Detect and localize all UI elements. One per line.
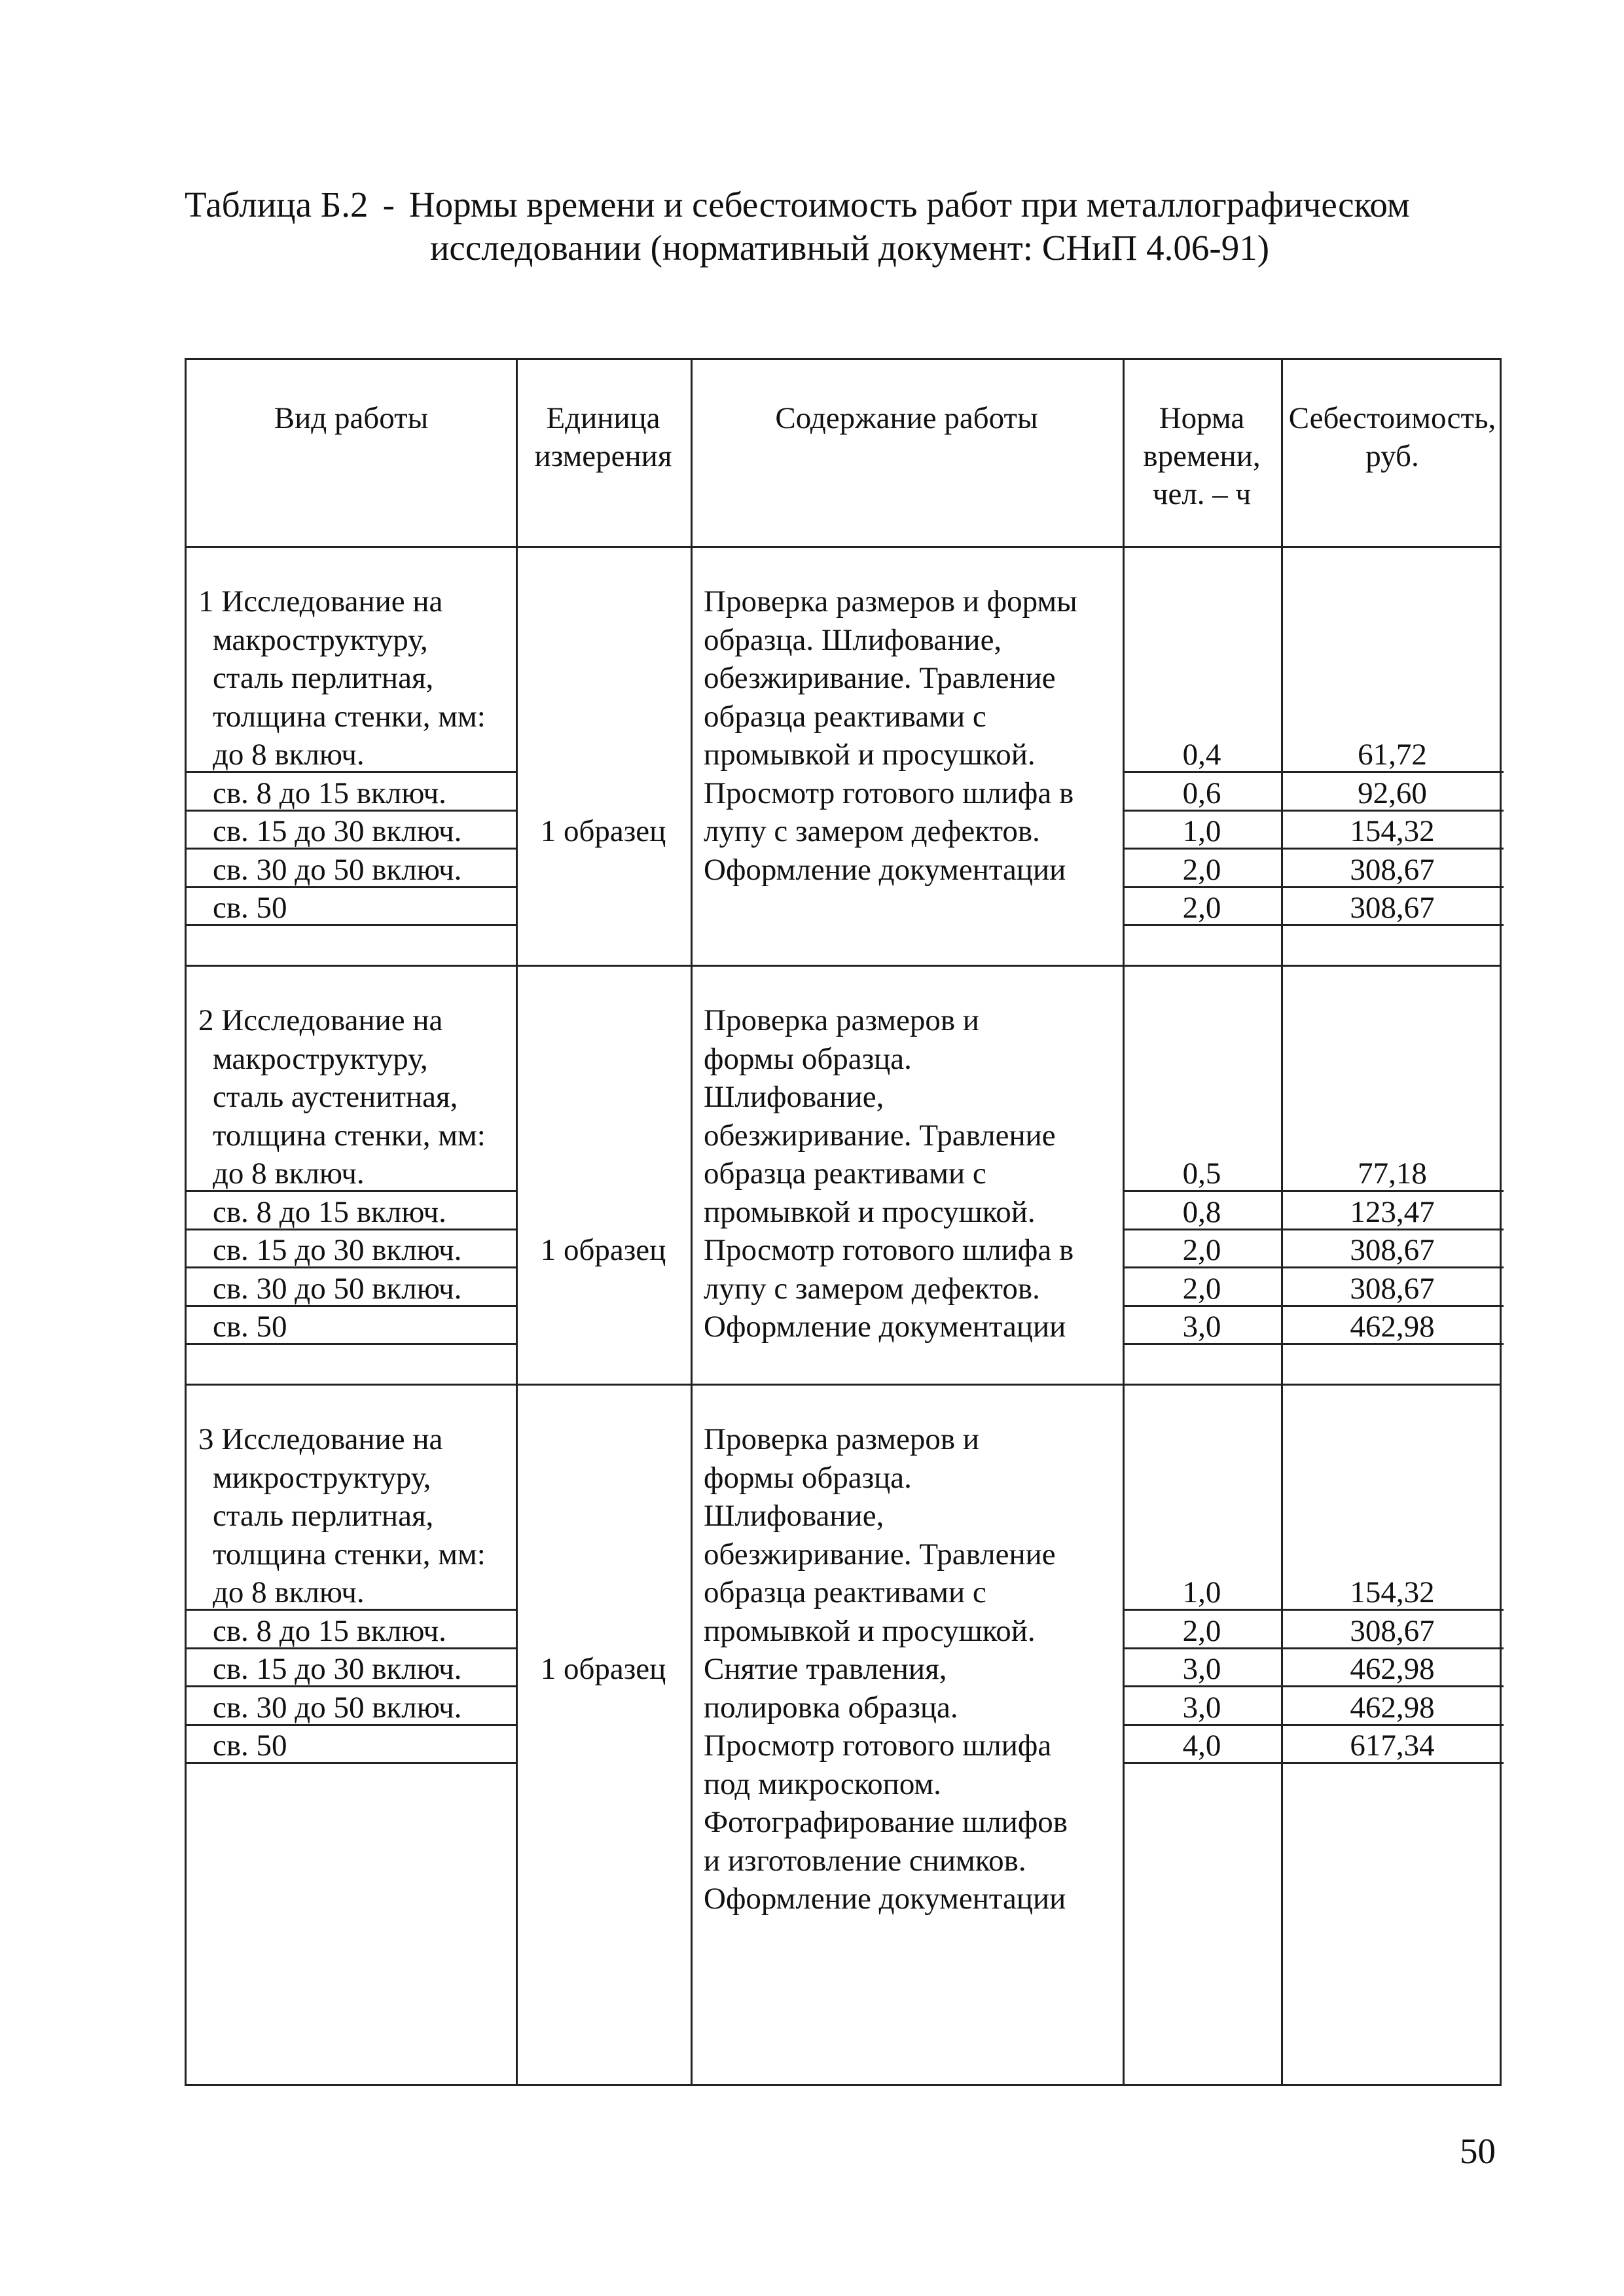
work-content-line: Просмотр готового шлифа в	[704, 1233, 1074, 1267]
cost-value: 61,72	[1358, 738, 1427, 772]
section-title-line: толщина стенки, мм:	[213, 1118, 486, 1153]
row-rule	[187, 1190, 516, 1192]
cost-value: 123,47	[1350, 1194, 1435, 1229]
time-norm-value: 0,5	[1182, 1157, 1221, 1191]
cost-value: 77,18	[1358, 1157, 1427, 1191]
work-content-line: Оформление документации	[704, 852, 1066, 887]
section-title-line: микроструктуру,	[213, 1460, 431, 1495]
page-number: 50	[1460, 2131, 1496, 2171]
cost-value: 462,98	[1350, 1310, 1435, 1344]
time-norm-value: 3,0	[1182, 1652, 1221, 1686]
caption-dash: -	[382, 185, 395, 224]
time-norm-value: 2,0	[1182, 852, 1221, 887]
header-content: Содержание работы	[775, 401, 1038, 435]
time-norm-value: 0,8	[1182, 1194, 1221, 1229]
table-caption	[185, 183, 1559, 270]
section-title-line: сталь аустенитная,	[213, 1080, 458, 1114]
row-rule	[187, 1609, 516, 1611]
work-content-line: Проверка размеров и	[704, 1003, 979, 1037]
work-content-line: полировка образца.	[704, 1690, 958, 1725]
thickness-range: св. 50	[213, 1310, 287, 1344]
header-kind: Вид работы	[274, 401, 429, 435]
row-rule	[1123, 1724, 1504, 1726]
row-rule	[187, 1762, 516, 1764]
row-rule	[1123, 924, 1504, 926]
work-content-line: образца реактивами с	[704, 699, 986, 734]
work-content-line: обезжиривание. Травление	[704, 661, 1056, 695]
column-divider	[691, 360, 693, 2084]
cost-value: 462,98	[1350, 1690, 1435, 1725]
work-content-line: Просмотр готового шлифа в	[704, 776, 1074, 810]
row-rule	[1123, 886, 1504, 888]
work-content-line: образца. Шлифование,	[704, 622, 1002, 657]
work-content-line: обезжиривание. Травление	[704, 1118, 1056, 1153]
work-content-line: образца реактивами с	[704, 1575, 986, 1609]
unit-of-measure: 1 образец	[540, 1652, 666, 1686]
work-content-line: лупу с замером дефектов.	[704, 1271, 1040, 1306]
section-title-line: 1 Исследование на	[198, 584, 443, 619]
row-rule	[187, 886, 516, 888]
row-rule	[187, 1266, 516, 1268]
work-content-line: Проверка размеров и формы	[704, 584, 1077, 619]
cost-value: 308,67	[1350, 1613, 1435, 1648]
row-rule	[187, 848, 516, 850]
row-rule	[1123, 1229, 1504, 1230]
row-rule	[1123, 1685, 1504, 1687]
work-content-line: Шлифование,	[704, 1080, 884, 1114]
section-title-line: толщина стенки, мм:	[213, 1537, 486, 1571]
work-content-line: обезжиривание. Травление	[704, 1537, 1056, 1571]
caption-label: Таблица Б.2	[185, 185, 369, 224]
section-divider	[187, 965, 1500, 967]
time-norm-value: 2,0	[1182, 1233, 1221, 1267]
section-title-line: макроструктуру,	[213, 1041, 428, 1076]
time-norm-value: 2,0	[1182, 1271, 1221, 1306]
row-rule	[1123, 771, 1504, 773]
row-rule	[187, 1229, 516, 1230]
section-title-line: сталь перлитная,	[213, 1499, 434, 1533]
cost-value: 617,34	[1350, 1729, 1435, 1763]
column-divider	[516, 360, 518, 2084]
row-rule	[187, 1343, 516, 1345]
row-rule	[187, 810, 516, 812]
row-rule	[1123, 1190, 1504, 1192]
thickness-range: св. 30 до 50 включ.	[213, 1690, 462, 1725]
time-norm-value: 2,0	[1182, 1613, 1221, 1648]
work-content-line: промывкой и просушкой.	[704, 1613, 1036, 1648]
cost-value: 92,60	[1358, 776, 1427, 810]
thickness-range: св. 8 до 15 включ.	[213, 1613, 446, 1648]
row-rule	[1123, 1609, 1504, 1611]
row-rule	[187, 1685, 516, 1687]
thickness-range: до 8 включ.	[213, 1157, 365, 1191]
work-content-line: Оформление документации	[704, 1310, 1066, 1344]
time-norm-value: 3,0	[1182, 1310, 1221, 1344]
work-content-line: Фотографирование шлифов	[704, 1805, 1068, 1839]
thickness-range: до 8 включ.	[213, 1575, 365, 1609]
section-title-line: 2 Исследование на	[198, 1003, 443, 1037]
row-rule	[1123, 1343, 1504, 1345]
section-divider	[187, 1384, 1500, 1386]
thickness-range: св. 30 до 50 включ.	[213, 1271, 462, 1306]
row-rule	[187, 1647, 516, 1649]
row-rule	[1123, 1305, 1504, 1307]
work-content-line: Просмотр готового шлифа	[704, 1729, 1052, 1763]
time-norm-value: 1,0	[1182, 1575, 1221, 1609]
cost-value: 154,32	[1350, 1575, 1435, 1609]
work-content-line: Шлифование,	[704, 1499, 884, 1533]
time-norm-value: 0,6	[1182, 776, 1221, 810]
section-title-line: 3 Исследование на	[198, 1422, 443, 1456]
time-norm-value: 2,0	[1182, 891, 1221, 925]
thickness-range: св. 15 до 30 включ.	[213, 1652, 462, 1686]
work-content-line: под микроскопом.	[704, 1767, 941, 1801]
work-content-line: образца реактивами с	[704, 1157, 986, 1191]
time-norm-value: 1,0	[1182, 814, 1221, 848]
header-norm: Норма времени, чел. – ч	[1143, 401, 1261, 511]
header-unit: Единица измерения	[534, 401, 672, 473]
norms-table	[185, 358, 1502, 2086]
section-title-line: толщина стенки, мм:	[213, 699, 486, 734]
row-rule	[1123, 1647, 1504, 1649]
work-content-line: Оформление документации	[704, 1882, 1066, 1916]
cost-value: 308,67	[1350, 1233, 1435, 1267]
row-rule	[1123, 1266, 1504, 1268]
header-divider	[187, 546, 1500, 548]
thickness-range: св. 15 до 30 включ.	[213, 1233, 462, 1267]
thickness-range: св. 8 до 15 включ.	[213, 1194, 446, 1229]
row-rule	[1123, 1762, 1504, 1764]
work-content-line: формы образца.	[704, 1041, 912, 1076]
thickness-range: св. 50	[213, 891, 287, 925]
row-rule	[187, 924, 516, 926]
work-content-line: лупу с замером дефектов.	[704, 814, 1040, 848]
cost-value: 308,67	[1350, 891, 1435, 925]
time-norm-value: 4,0	[1182, 1729, 1221, 1763]
thickness-range: св. 15 до 30 включ.	[213, 814, 462, 848]
row-rule	[1123, 810, 1504, 812]
row-rule	[1123, 848, 1504, 850]
row-rule	[187, 1305, 516, 1307]
work-content-line: промывкой и просушкой.	[704, 1194, 1036, 1229]
thickness-range: св. 50	[213, 1729, 287, 1763]
work-content-line: Снятие травления,	[704, 1652, 947, 1686]
row-rule	[187, 771, 516, 773]
work-content-line: и изготовление снимков.	[704, 1843, 1026, 1878]
row-rule	[187, 1724, 516, 1726]
unit-of-measure: 1 образец	[540, 1233, 666, 1267]
unit-of-measure: 1 образец	[540, 814, 666, 848]
time-norm-value: 3,0	[1182, 1690, 1221, 1725]
cost-value: 462,98	[1350, 1652, 1435, 1686]
work-content-line: промывкой и просушкой.	[704, 738, 1036, 772]
section-title-line: макроструктуру,	[213, 622, 428, 657]
thickness-range: св. 8 до 15 включ.	[213, 776, 446, 810]
time-norm-value: 0,4	[1182, 738, 1221, 772]
cost-value: 308,67	[1350, 1271, 1435, 1306]
cost-value: 154,32	[1350, 814, 1435, 848]
cost-value: 308,67	[1350, 852, 1435, 887]
thickness-range: св. 30 до 50 включ.	[213, 852, 462, 887]
work-content-line: Проверка размеров и	[704, 1422, 979, 1456]
header-cost: Себестоимость, руб.	[1288, 401, 1496, 473]
work-content-line: формы образца.	[704, 1460, 912, 1495]
caption-line-2: исследовании (нормативный документ: СНиП 4.06-91)	[430, 228, 1270, 268]
thickness-range: до 8 включ.	[213, 738, 365, 772]
caption-line-1: Нормы времени и себестоимость работ при металлографическом	[408, 185, 1410, 224]
section-title-line: сталь перлитная,	[213, 661, 434, 695]
